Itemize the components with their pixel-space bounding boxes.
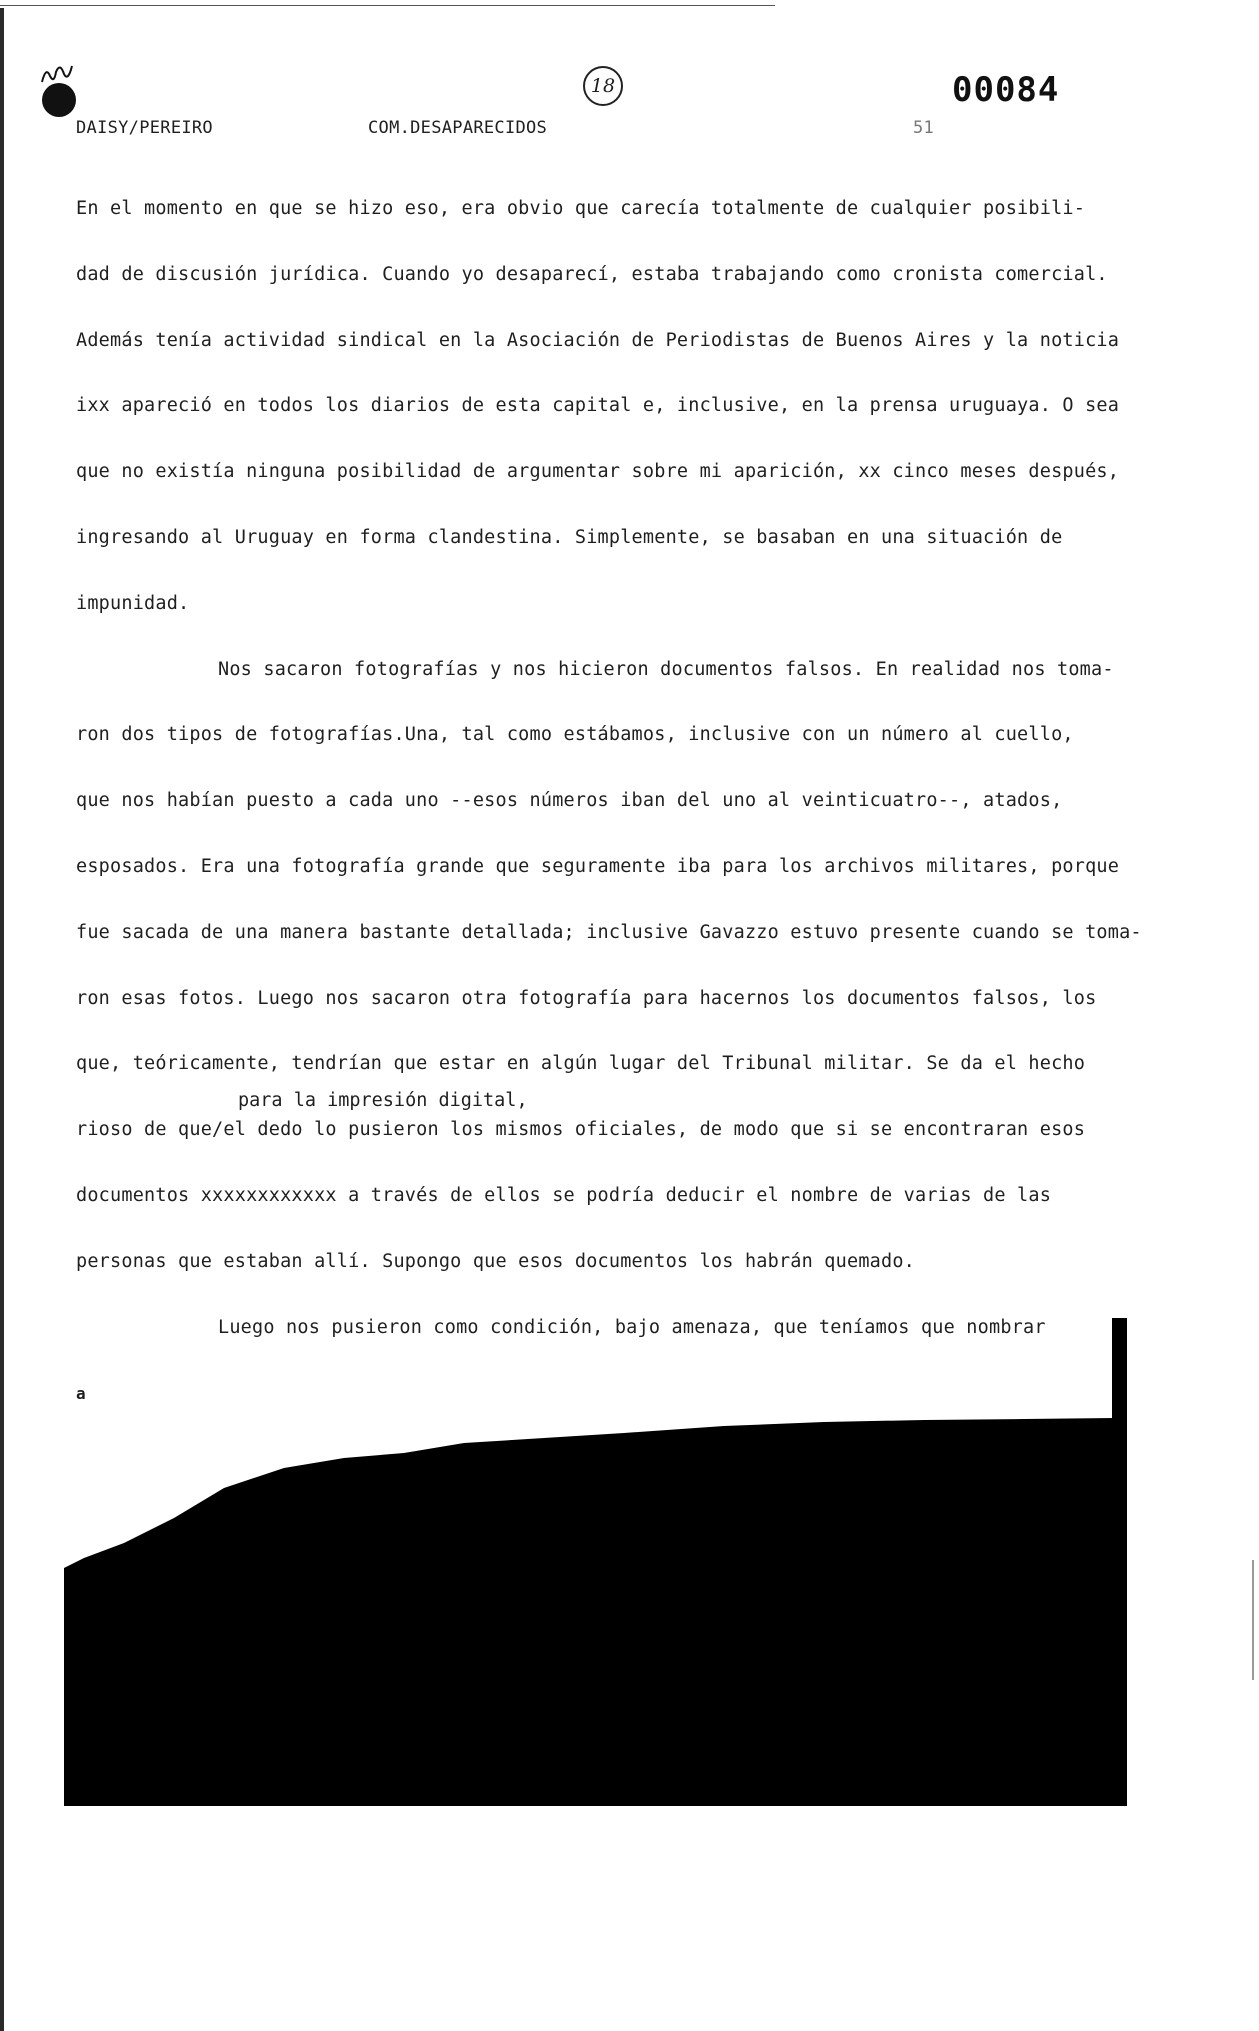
circled-folio-number: 18 (583, 66, 623, 106)
header-commission: COM.DESAPARECIDOS (368, 118, 548, 138)
body-line: En el momento en que se hizo eso, era obvio que carecía totalmente de cualquier posibili- (76, 198, 1086, 219)
body-line: que no existía ninguna posibilidad de argumentar sobre mi aparición, xx cinco meses después, (76, 461, 1120, 482)
left-page-edge (0, 8, 4, 2031)
body-line: Nos sacaron fotografías y nos hicieron documentos falsos. En realidad nos toma- (218, 659, 1114, 680)
scan-edge-line (1252, 1560, 1254, 1680)
body-line: ingresando al Uruguay en forma clandestina. Simplemente, se basaban en una situación de (76, 527, 1063, 548)
ink-dot (42, 83, 76, 117)
body-line: ron esas fotos. Luego nos sacaron otra fotografía para hacernos los documentos falsos, los (76, 988, 1097, 1009)
body-line: Además tenía actividad sindical en la Asociación de Periodistas de Buenos Aires y la noticia (76, 330, 1120, 351)
header-names: DAISY/PEREIRO (76, 118, 213, 138)
body-line: Luego nos pusieron como condición, bajo amenaza, que teníamos que nombrar (218, 1317, 1046, 1338)
body-line: fue sacada de una manera bastante detallada; inclusive Gavazzo estuvo presente cuando se toma- (76, 922, 1142, 943)
top-rule (0, 5, 775, 6)
body-line: esposados. Era una fotografía grande que seguramente iba para los archivos militares, porque (76, 856, 1120, 877)
body-line: rioso de que/el dedo lo pusieron los mismos oficiales, de modo que si se encontraran esos (76, 1119, 1086, 1140)
margin-marker: a (76, 1384, 86, 1403)
body-line: ixx apareció en todos los diarios de esta capital e, inclusive, en la prensa uruguaya. O sea (76, 395, 1120, 416)
page-number: 51 (913, 118, 935, 138)
body-line: que nos habían puesto a cada uno --esos números iban del uno al veinticuatro--, atados, (76, 790, 1063, 811)
body-line: ron dos tipos de fotografías.Una, tal como estábamos, inclusive con un número al cuello, (76, 724, 1074, 745)
body-line: impunidad. (76, 593, 190, 614)
interlinear-insert: para la impresión digital, (238, 1090, 528, 1111)
body-line: documentos xxxxxxxxxxxx a través de ellos se podría deducir el nombre de varias de las (76, 1185, 1052, 1206)
folio-stamp: 00084 (952, 70, 1060, 110)
body-line: dad de discusión jurídica. Cuando yo desaparecí, estaba trabajando como cronista comercial. (76, 264, 1108, 285)
body-line: personas que estaban allí. Supongo que esos documentos los habrán quemado. (76, 1251, 916, 1272)
body-line: que, teóricamente, tendrían que estar en algún lugar del Tribunal militar. Se da el hecho (76, 1053, 1086, 1074)
redaction-block (64, 1318, 1127, 1806)
